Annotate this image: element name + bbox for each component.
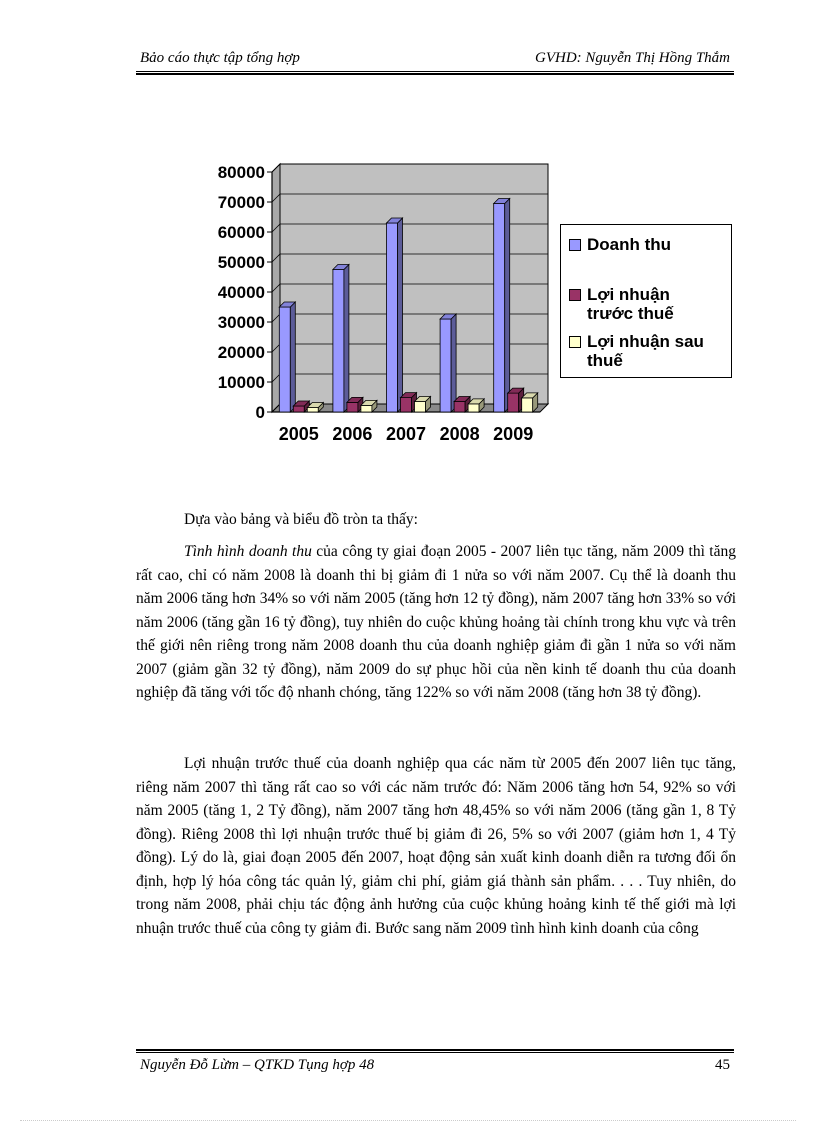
legend-swatch: [569, 289, 581, 301]
bar-front: [415, 402, 426, 413]
y-tick-label: 20000: [217, 343, 265, 362]
x-axis-categories: [279, 424, 533, 444]
bar-front: [361, 405, 372, 412]
bar-front: [307, 408, 318, 413]
bar-front: [347, 402, 358, 412]
bar-loi-nhuan-sau-thue: [522, 393, 538, 412]
legend-swatch: [569, 239, 581, 251]
bar-front: [401, 398, 412, 412]
bar-front: [454, 402, 465, 413]
bar-doanh-thu: [440, 314, 456, 412]
bar-front: [440, 319, 451, 412]
x-category-label: 2008: [439, 424, 480, 444]
bar-front: [387, 223, 398, 412]
bar-loi-nhuan-truoc-thue: [508, 388, 524, 412]
bar-front: [333, 270, 344, 413]
bar-side: [505, 199, 510, 413]
y-tick-label: 50000: [217, 253, 265, 272]
y-tick-label: 60000: [217, 223, 265, 242]
bar-doanh-thu: [387, 218, 403, 412]
header-supervisor: GVHD: Nguyễn Thị Hồng Thắm: [535, 50, 730, 66]
x-category-label: 2005: [278, 424, 319, 444]
legend-label-line2: thuế: [587, 351, 623, 370]
bar-front: [468, 404, 479, 412]
bar-front: [279, 307, 290, 412]
page-number: 45: [715, 1057, 730, 1073]
chart-legend: [560, 224, 732, 378]
bar-doanh-thu: [279, 302, 295, 412]
bar-front: [494, 204, 505, 413]
bar-front: [293, 406, 304, 412]
paragraph-intro: [136, 508, 736, 532]
legend-label: Lợi nhuận: [587, 285, 670, 304]
y-tick-label: 80000: [217, 163, 265, 182]
header-report-title: Bảo cáo thực tập tổng hợp: [140, 50, 300, 66]
x-category-label: 2009: [493, 424, 534, 444]
bar-doanh-thu: [333, 265, 349, 413]
revenue-text: của công ty giai đoạn 2005 - 2007 liên tục tăng, năm 2009 thì tăng rất cao, chỉ có năm 2008 là doanh thi bị giảm đi 1 nửa so với năm 2007. Cụ thể là doanh thu năm 2006 tăng hơn 34% so với năm 2005 (tăng hơn 12 tỷ đồng), năm 2007 tăng hơn 33% so với năm 2006 (tăng gần 16 tỷ đồng), tuy nhiên do cuộc khủng hoảng tài chính trong khu vực và trên thế giới nên riêng trong năm 2008 doanh thu của doanh nghiệp giảm đi gần 1 nửa so với năm 2007 (giảm gần 32 tỷ đồng), năm 2009 do sự phục hồi của nền kinh tế doanh thu của doanh nghiệp đã tăng với tốc độ nhanh chóng, tăng 122% so với năm 2008 (tăng hơn 38 tỷ đồng).: [136, 543, 736, 701]
page-edge-dots: [20, 1120, 796, 1121]
y-tick-label: 30000: [217, 313, 265, 332]
x-category-label: 2007: [385, 424, 427, 444]
footer-author: Nguyễn Đỗ Lừm – QTKD Tụng hợp 48: [140, 1057, 375, 1073]
y-tick-label: 40000: [217, 283, 265, 302]
y-tick-label: 0: [255, 403, 265, 422]
legend-label: Lợi nhuận sau: [587, 332, 704, 351]
revenue-heading: Tình hình doanh thu: [184, 543, 312, 560]
bar-front: [508, 393, 519, 412]
x-category-label: 2006: [332, 424, 373, 444]
bar-loi-nhuan-sau-thue: [415, 397, 431, 413]
header-rule: [136, 71, 734, 75]
profit-text: Lợi nhuận trước thuế của doanh nghiệp qua các năm từ 2005 đến 2007 liên tục tăng, riêng năm 2007 thì tăng rất cao so với các năm trước đó: Năm 2006 tăng hơn 54, 92% so với năm 2005 (tăng 1, 2 Tỷ đồng), năm 2007 tăng hơn 48,45% so với năm 2006 (tăng gần 1, 8 Tỷ đồng). Riêng 2008 thì lợi nhuận trước thuế bị giảm đi 26, 5% so với 2007 (giảm hơn 1, 4 Tỷ đồng). Lý do là, giai đoạn 2005 đến 2007, hoạt động sản xuất kinh doanh diễn ra tương đối ổn định, hợp lý hóa công tác quản lý, giảm chi phí, giảm giá thành sản phẩm. . . . Tuy nhiên, do trong năm 2008, phải chịu tác động ảnh hưởng của cuộc khủng hoảng kinh tế thế giới mà lợi nhuận trước thuế của công ty giảm đi. Bước sang năm 2009 tình hình kinh doanh của công: [136, 755, 736, 937]
bar-side: [398, 218, 403, 412]
y-tick-label: 70000: [217, 193, 265, 212]
legend-swatch: [569, 336, 581, 348]
bar-side: [290, 302, 295, 412]
paragraph-revenue: [136, 540, 736, 705]
bar-front: [522, 398, 533, 412]
y-tick-label: 10000: [217, 373, 265, 392]
legend-label-line2: trước thuế: [587, 304, 674, 323]
bar-side: [451, 314, 456, 412]
bar-doanh-thu: [494, 199, 510, 413]
footer-rule: [136, 1049, 734, 1053]
paragraph-profit: [136, 752, 736, 940]
legend-label: Doanh thu: [587, 235, 672, 254]
revenue-profit-chart: [200, 160, 560, 460]
intro-text: Dựa vào bảng và biểu đồ tròn ta thấy:: [184, 511, 418, 528]
bar-side: [344, 265, 349, 413]
